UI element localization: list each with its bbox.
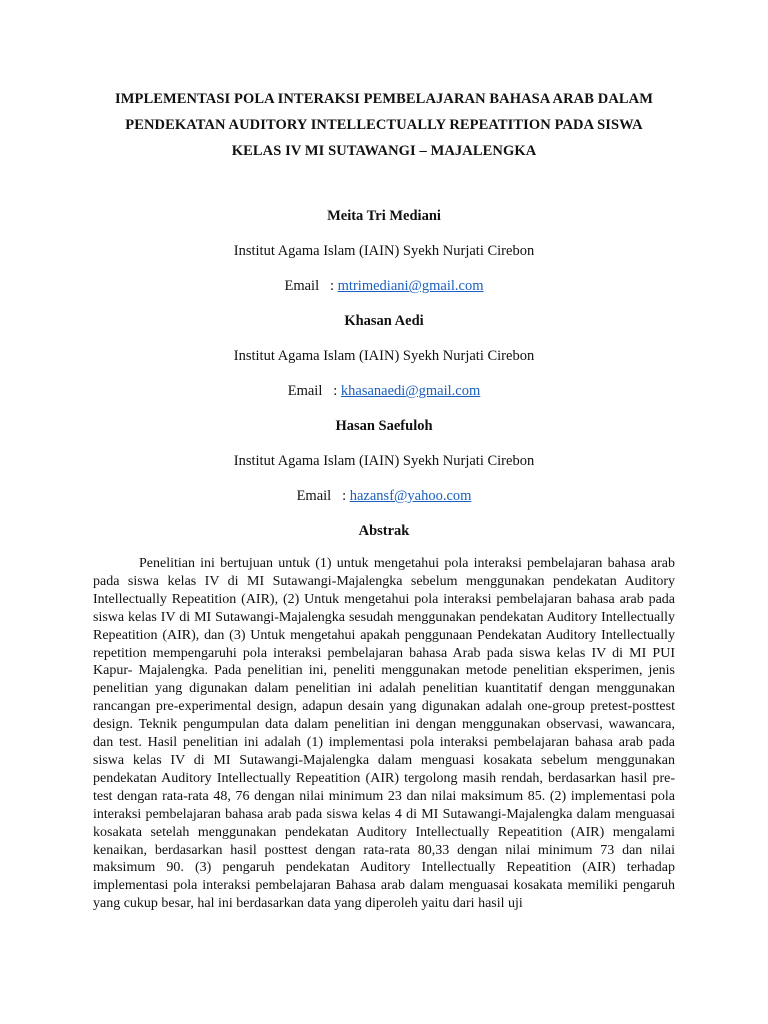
email-label-2: Email : xyxy=(287,383,341,399)
author-email-link-1[interactable]: mtrimediani@gmail.com xyxy=(337,278,484,294)
title-line-1: IMPLEMENTASI POLA INTERAKSI PEMBELAJARAN BAHASA ARAB DALAM xyxy=(114,91,654,107)
author-affiliation-1: Institut Agama Islam (IAIN) Syekh Nurjati Cirebon xyxy=(233,243,535,259)
author-name-1: Meita Tri Mediani xyxy=(327,208,441,224)
title-line-2: PENDEKATAN AUDITORY INTELLECTUALLY REPEATITION PADA SISWA xyxy=(125,117,643,133)
email-label-1: Email : xyxy=(284,278,338,294)
title-line-3: KELAS IV MI SUTAWANGI – MAJALENGKA xyxy=(231,143,537,159)
author-email-line-1 xyxy=(0,277,768,295)
author-name-2: Khasan Aedi xyxy=(344,313,424,329)
email-label-3: Email : xyxy=(296,488,350,504)
author-email-link-2[interactable]: khasanaedi@gmail.com xyxy=(340,383,481,399)
abstract-heading: Abstrak xyxy=(358,523,410,539)
author-email-link-3[interactable]: hazansf@yahoo.com xyxy=(349,488,472,504)
author-affiliation-3: Institut Agama Islam (IAIN) Syekh Nurjati Cirebon xyxy=(233,453,535,469)
author-email-line-3 xyxy=(0,487,768,505)
abstract-body: Penelitian ini bertujuan untuk (1) untuk mengetahui pola interaksi pembelajaran bahasa arab pada siswa kelas IV di MI Sutawangi-Majalengka sebelum menggunakan pendekatan Auditory Intellectually Repeatition (AIR), (2) Untuk mengetahui pola interaksi pembelajaran bahasa arab pada siswa kelas IV di MI Sutawangi-Majalengka sesudah menggunakan pendekatan Auditory Intellectually Repeatition (AIR), dan (3) Untuk mengetahui apakah penggunaan Pendekatan Auditory Intellectually repetition mempengaruhi pola interaksi pembelajaran bahasa Arab pada siswa kelas IV di MI PUI Kapur- Majalengka. Pada penelitian ini, peneliti menggunakan metode penelitian eksperimen, jenis penelitian yang digunakan dalam penelitian ini adalah penelitian kuantitatif dengan menggunakan rancangan pre-experimental design, adapun desain yang digunakan adalah one-group pretest-posttest design. Teknik pengumpulan data dalam penelitian ini dengan menggunakan observasi, wawancara, dan test. Hasil penelitian ini adalah (1) implementasi pola interaksi pembelajaran bahasa arab pada siswa kelas IV di MI Sutawangi-Majalengka dalam menguasi kosakata sebelum menggunakan pendekatan Auditory Intellectually Repeatition (AIR) tergolong masih rendah, berdasarkan hasil pre-test dengan rata-rata 48, 76 dengan nilai minimum 23 dan nilai maksimum 85. (2) implementasi pola interaksi pembelajaran bahasa arab pada siswa kelas 4 di MI Sutawangi-Majalengka dalam menguasai kosakata setelah menggunakan pendekatan Auditory Intellectually Repeatition (AIR) mengalami kenaikan, berdasarkan hasil posttest dengan rata-rata 80,33 dengan nilai minimum 73 dan nilai maksimum 90. (3) pengaruh pendekatan Auditory Intellectually Repeatition (AIR) terhadap implementasi pola interaksi pembelajaran Bahasa arab dalam menguasai kosakata memiliki pengaruh yang cukup besar, hal ini berdasarkan data yang diperoleh yaitu dari hasil uji xyxy=(93,556,675,912)
author-affiliation-2: Institut Agama Islam (IAIN) Syekh Nurjati Cirebon xyxy=(233,348,535,364)
author-name-3: Hasan Saefuloh xyxy=(335,418,433,434)
paper-title xyxy=(60,86,708,164)
author-email-line-2 xyxy=(0,382,768,400)
